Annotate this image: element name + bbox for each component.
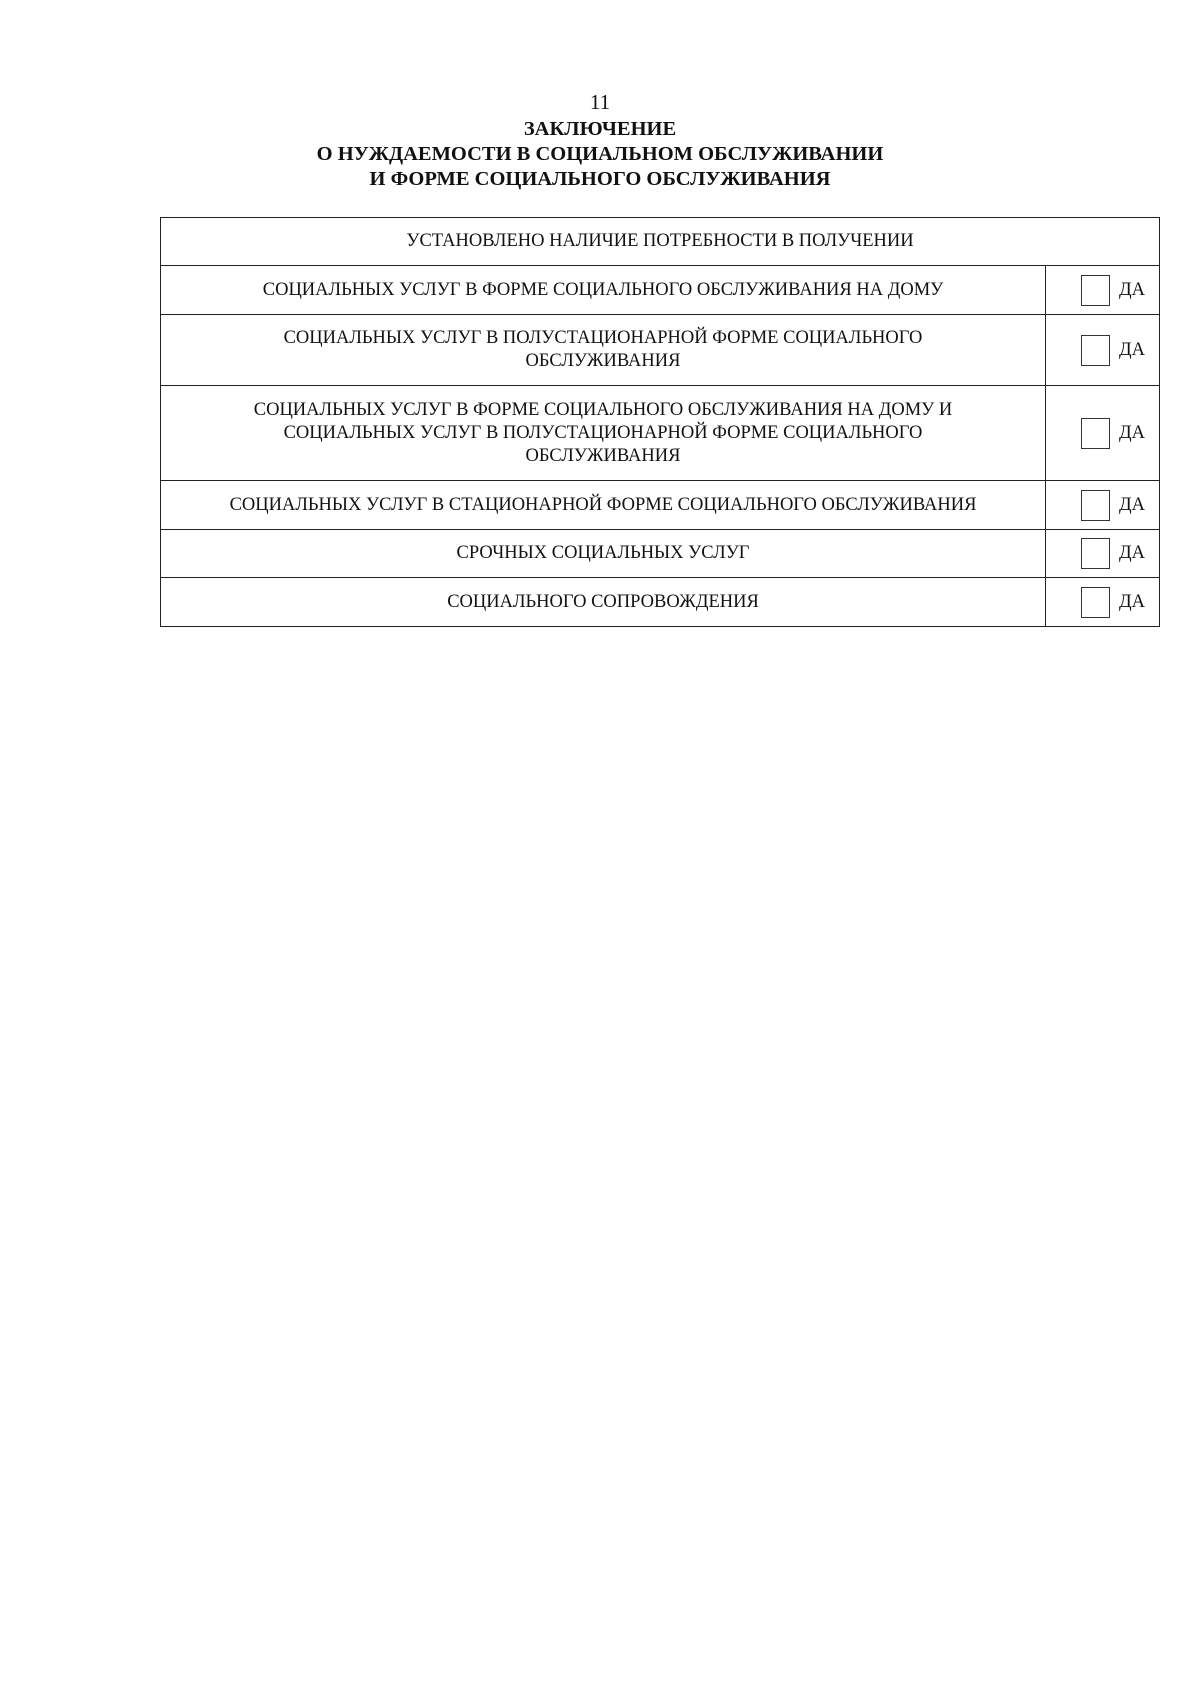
service-label [161, 266, 1046, 315]
label-line: ОБСЛУЖИВАНИЯ [525, 351, 681, 371]
home-and-semi-stationary-checkbox[interactable] [1081, 418, 1110, 449]
service-label [161, 386, 1046, 481]
service-label [161, 315, 1046, 386]
label-line: СОЦИАЛЬНЫХ УСЛУГ В ПОЛУСТАЦИОНАРНОЙ ФОРМЕ СОЦИАЛЬНОГО [283, 422, 923, 443]
label-line: СОЦИАЛЬНЫХ УСЛУГ В ФОРМЕ СОЦИАЛЬНОГО ОБСЛУЖИВАНИЯ НА ДОМУ [262, 279, 944, 300]
urgent-services-checkbox[interactable] [1081, 538, 1110, 569]
yes-label: ДА [1119, 339, 1145, 360]
document-title [0, 117, 1200, 192]
title-line: ЗАКЛЮЧЕНИЕ [523, 118, 677, 140]
checkbox-cell [1046, 266, 1160, 315]
home-service-checkbox[interactable] [1081, 275, 1110, 306]
service-label [161, 578, 1046, 627]
yes-label: ДА [1119, 494, 1145, 515]
label-line: СОЦИАЛЬНОГО СОПРОВОЖДЕНИЯ [447, 591, 759, 612]
label-line: СРОЧНЫХ СОЦИАЛЬНЫХ УСЛУГ [456, 543, 750, 563]
checkbox-cell [1046, 386, 1160, 481]
title-line: И ФОРМЕ СОЦИАЛЬНОГО ОБСЛУЖИВАНИЯ [369, 168, 831, 190]
yes-label: ДА [1119, 591, 1145, 612]
table-row [161, 578, 1160, 627]
label-line: ОБСЛУЖИВАНИЯ [525, 445, 681, 466]
checkbox-cell [1046, 578, 1160, 627]
table-row [161, 266, 1160, 315]
table-header: УСТАНОВЛЕНО НАЛИЧИЕ ПОТРЕБНОСТИ В ПОЛУЧЕНИИ [161, 218, 1160, 266]
checkbox-cell [1046, 530, 1160, 578]
yes-label: ДА [1119, 279, 1145, 300]
table-row [161, 530, 1160, 578]
table-row [161, 481, 1160, 530]
stationary-checkbox[interactable] [1081, 490, 1110, 521]
service-label [161, 530, 1046, 578]
yes-label: ДА [1119, 422, 1145, 443]
label-line: СОЦИАЛЬНЫХ УСЛУГ В СТАЦИОНАРНОЙ ФОРМЕ СОЦИАЛЬНОГО ОБСЛУЖИВАНИЯ [229, 494, 977, 515]
yes-label: ДА [1119, 543, 1145, 563]
social-support-checkbox[interactable] [1081, 587, 1110, 618]
service-label [161, 481, 1046, 530]
table-row [161, 315, 1160, 386]
checkbox-cell [1046, 315, 1160, 386]
table-row [161, 386, 1160, 481]
label-line: СОЦИАЛЬНЫХ УСЛУГ В ПОЛУСТАЦИОНАРНОЙ ФОРМЕ СОЦИАЛЬНОГО [283, 328, 923, 348]
needs-conclusion-table [160, 217, 1160, 627]
checkbox-cell [1046, 481, 1160, 530]
semi-stationary-checkbox[interactable] [1081, 335, 1110, 366]
title-line: О НУЖДАЕМОСТИ В СОЦИАЛЬНОМ ОБСЛУЖИВАНИИ [316, 143, 884, 165]
page-number: 11 [589, 90, 611, 114]
label-line: СОЦИАЛЬНЫХ УСЛУГ В ФОРМЕ СОЦИАЛЬНОГО ОБСЛУЖИВАНИЯ НА ДОМУ И [253, 399, 953, 420]
